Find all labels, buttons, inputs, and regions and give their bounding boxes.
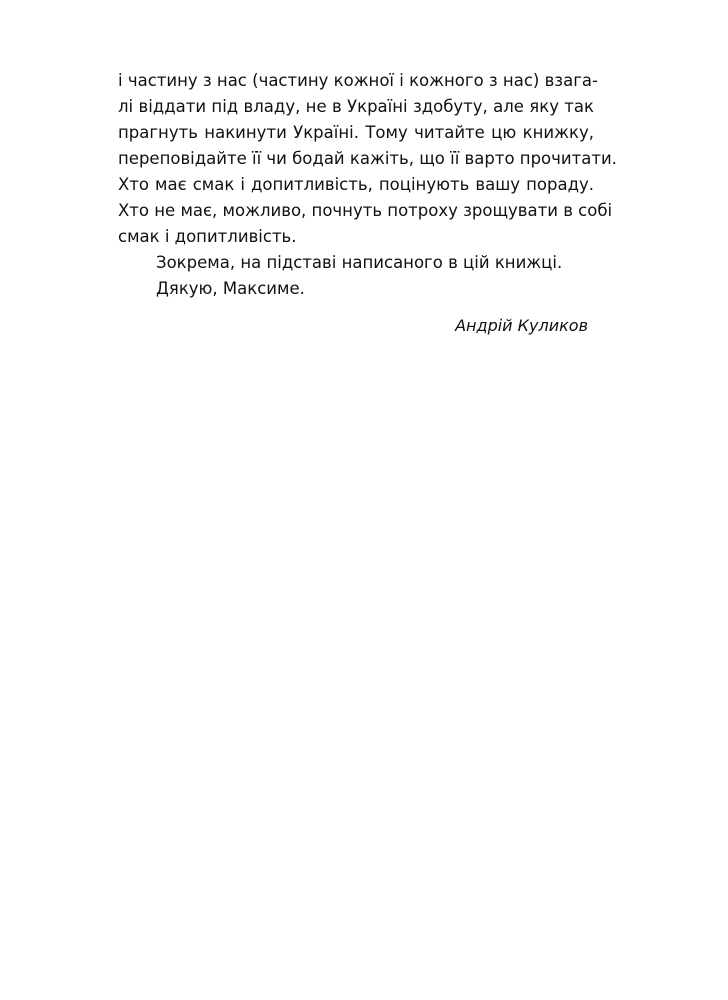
text-line: смак і допитливість.	[118, 227, 297, 246]
author-signature: Андрій Куликов	[455, 316, 588, 335]
document-body	[118, 68, 617, 302]
text-line: переповідайте її чи бодай кажіть, що її варто прочитати.	[118, 149, 617, 168]
paragraph-line: Зокрема, на підставі написаного в цій книжці.	[156, 253, 563, 272]
text-line: Хто має смак і допитливість, поцінують вашу пораду.	[118, 175, 594, 194]
text-line: Хто не має, можливо, почнуть потроху зрощувати в собі	[118, 201, 613, 220]
text-line: прагнуть накинути Україні. Тому читайте цю книжку,	[118, 123, 594, 142]
text-line: і частину з нас (частину кожної і кожного з нас) взага-	[118, 71, 598, 90]
text-line: лі віддати під владу, не в Україні здобуту, але яку так	[118, 97, 594, 116]
paragraph-line: Дякую, Максиме.	[156, 279, 305, 298]
